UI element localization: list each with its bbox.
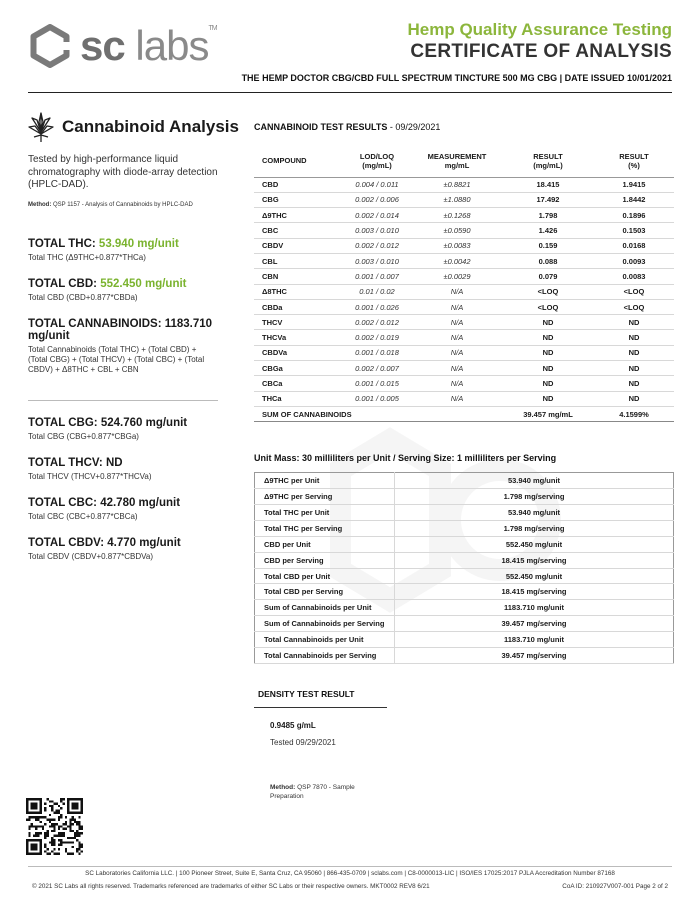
- result-mgml-cell: ND: [502, 330, 594, 345]
- logo-wordmark: [80, 22, 217, 69]
- serving-value: 53.940 mg/unit: [395, 473, 674, 489]
- total-thcv-label: TOTAL THCV: ND: [28, 456, 123, 469]
- table-row: [254, 345, 674, 360]
- serving-key: Total CBD per Unit: [255, 568, 395, 584]
- result-mgml-cell: ND: [502, 391, 594, 406]
- sum-label: SUM OF CANNABINOIDS: [254, 406, 502, 421]
- lod-loq-cell: 0.003 / 0.010: [342, 223, 412, 238]
- analysis-description: Tested by high-performance liquid chromatography with diode-array detection (HPLC-DAD).: [28, 154, 218, 190]
- table-row: [254, 177, 674, 192]
- analysis-method-label: Method:: [28, 201, 52, 208]
- density-value: 0.9485 g/mL: [270, 721, 316, 730]
- compound-cell: CBC: [254, 223, 342, 238]
- table-row: [255, 552, 674, 568]
- serving-value: 552.450 mg/unit: [395, 568, 674, 584]
- measurement-cell: N/A: [412, 284, 502, 299]
- table-row: [254, 238, 674, 253]
- lod-loq-cell: 0.01 / 0.02: [342, 284, 412, 299]
- result-mgml-cell: 1.798: [502, 208, 594, 223]
- compound-cell: THCV: [254, 315, 342, 330]
- measurement-cell: ±0.0590: [412, 223, 502, 238]
- header-title-line1: Hemp Quality Assurance Testing: [407, 20, 672, 39]
- compound-cell: CBG: [254, 192, 342, 207]
- table-row: [254, 330, 674, 345]
- lod-loq-cell: 0.002 / 0.006: [342, 192, 412, 207]
- cannabinoid-analysis-panel: [28, 112, 243, 562]
- serving-table: [254, 472, 674, 664]
- total-thcv: [28, 457, 243, 482]
- lod-loq-cell: 0.001 / 0.005: [342, 391, 412, 406]
- sum-row: [254, 406, 674, 421]
- serving-key: CBD per Serving: [255, 552, 395, 568]
- sum-mgml: 39.457 mg/mL: [502, 406, 594, 421]
- measurement-cell: N/A: [412, 391, 502, 406]
- col-result-mgml: RESULT (mg/mL): [502, 147, 594, 177]
- footer-address: SC Laboratories California LLC. | 100 Pioneer Street, Suite E, Santa Cruz, CA 95060 | 866-435-0709 | sclabs.com | C8-0000013-LIC | ISO/IES 17025:2017 PJLA Accreditation Number 87168: [85, 870, 615, 877]
- header-divider: [28, 92, 672, 93]
- analysis-title: Cannabinoid Analysis: [62, 117, 239, 136]
- lod-loq-cell: 0.002 / 0.007: [342, 361, 412, 376]
- table-row: [254, 223, 674, 238]
- serving-value: 1183.710 mg/unit: [395, 632, 674, 648]
- measurement-cell: N/A: [412, 299, 502, 314]
- compound-cell: CBDa: [254, 299, 342, 314]
- total-thc-value: 53.940 mg/unit: [98, 237, 179, 250]
- lod-loq-cell: 0.001 / 0.018: [342, 345, 412, 360]
- result-mgml-cell: ND: [502, 345, 594, 360]
- result-mgml-cell: 0.079: [502, 269, 594, 284]
- logo-text-sc: sc: [80, 22, 125, 69]
- header-title-line2: CERTIFICATE OF ANALYSIS: [410, 41, 672, 62]
- lod-loq-cell: 0.001 / 0.015: [342, 376, 412, 391]
- total-thc-formula: Total THC (Δ9THC+0.877*THCa): [28, 252, 146, 262]
- compound-cell: CBL: [254, 253, 342, 268]
- total-cbc-formula: Total CBC (CBC+0.877*CBCa): [28, 511, 138, 521]
- header: [0, 0, 700, 92]
- table-row: [255, 473, 674, 489]
- table-row: [254, 253, 674, 268]
- result-pct-cell: ND: [594, 361, 674, 376]
- compound-cell: CBN: [254, 269, 342, 284]
- compound-cell: Δ9THC: [254, 208, 342, 223]
- result-pct-cell: <LOQ: [594, 284, 674, 299]
- density-divider: [254, 707, 387, 708]
- analysis-method-text: QSP 1157 - Analysis of Cannabinoids by HPLC-DAD: [53, 201, 193, 208]
- result-pct-cell: 0.0093: [594, 253, 674, 268]
- density-method-text: QSP 7870 - Sample Preparation: [270, 784, 355, 800]
- results-title-text: CANNABINOID TEST RESULTS: [254, 122, 388, 132]
- lod-loq-cell: 0.002 / 0.012: [342, 315, 412, 330]
- results-panel: [254, 122, 674, 664]
- serving-key: CBD per Unit: [255, 536, 395, 552]
- qr-code-icon[interactable]: [26, 798, 83, 855]
- compound-cell: CBDVa: [254, 345, 342, 360]
- total-cannabinoids-formula: Total Cannabinoids (Total THC) + (Total CBD) + (Total CBG) + (Total THCV) + (Total CBC) + (Total CBDV) + Δ8THC + CBL + CBN: [28, 344, 205, 374]
- serving-key: Total CBD per Serving: [255, 584, 395, 600]
- result-mgml-cell: 18.415: [502, 177, 594, 192]
- table-row: [255, 520, 674, 536]
- measurement-cell: ±0.0083: [412, 238, 502, 253]
- result-pct-cell: ND: [594, 391, 674, 406]
- result-pct-cell: 0.0168: [594, 238, 674, 253]
- compound-cell: THCVa: [254, 330, 342, 345]
- serving-value: 1.798 mg/serving: [395, 489, 674, 505]
- total-cbg-label: TOTAL CBG: 524.760 mg/unit: [28, 416, 188, 429]
- col-result-pct: RESULT (%): [594, 147, 674, 177]
- total-thc: [28, 238, 243, 263]
- table-row: [254, 269, 674, 284]
- serving-key: Total THC per Unit: [255, 505, 395, 521]
- compound-cell: CBCa: [254, 376, 342, 391]
- serving-key: Sum of Cannabinoids per Unit: [255, 600, 395, 616]
- results-body: [254, 177, 674, 422]
- result-pct-cell: 1.9415: [594, 177, 674, 192]
- header-subtitle: THE HEMP DOCTOR CBG/CBD FULL SPECTRUM TINCTURE 500 MG CBG | DATE ISSUED 10/01/2021: [241, 73, 672, 83]
- table-row: [254, 208, 674, 223]
- total-cbd-value: 552.450 mg/unit: [100, 277, 187, 290]
- result-mgml-cell: <LOQ: [502, 284, 594, 299]
- results-date: - 09/29/2021: [387, 122, 441, 132]
- result-mgml-cell: <LOQ: [502, 299, 594, 314]
- cannabis-leaf-icon: [28, 112, 54, 142]
- serving-key: Total Cannabinoids per Unit: [255, 632, 395, 648]
- result-mgml-cell: 0.159: [502, 238, 594, 253]
- measurement-cell: ±0.0042: [412, 253, 502, 268]
- total-cbdv: [28, 537, 243, 562]
- result-mgml-cell: 1.426: [502, 223, 594, 238]
- result-mgml-cell: 0.088: [502, 253, 594, 268]
- result-pct-cell: <LOQ: [594, 299, 674, 314]
- total-cbd-formula: Total CBD (CBD+0.877*CBDa): [28, 292, 138, 302]
- cannabinoid-results-table: [254, 147, 674, 422]
- compound-cell: CBD: [254, 177, 342, 192]
- total-thcv-formula: Total THCV (THCV+0.877*THCVa): [28, 471, 152, 481]
- density-tested-date: Tested 09/29/2021: [270, 738, 336, 747]
- measurement-cell: ±1.0880: [412, 192, 502, 207]
- result-pct-cell: 0.1503: [594, 223, 674, 238]
- result-pct-cell: ND: [594, 376, 674, 391]
- sc-labs-ring-logo-icon: [28, 24, 72, 68]
- total-cbg-formula: Total CBG (CBG+0.877*CBGa): [28, 431, 139, 441]
- total-thc-label: TOTAL THC:: [28, 237, 99, 250]
- serving-key: Total THC per Serving: [255, 520, 395, 536]
- serving-value: 18.415 mg/serving: [395, 584, 674, 600]
- logo-trademark: TM: [208, 25, 217, 32]
- compound-cell: CBGa: [254, 361, 342, 376]
- footer-legal: [32, 883, 668, 890]
- result-mgml-cell: 17.492: [502, 192, 594, 207]
- footer-copyright: © 2021 SC Labs all rights reserved. Trademarks referenced are trademarks of either SC Labs or their respective owners. MKT0002 REV8 6/21: [32, 883, 430, 890]
- col-measurement: MEASUREMENT mg/mL: [412, 147, 502, 177]
- density-title: DENSITY TEST RESULT: [258, 689, 355, 699]
- serving-value: 53.940 mg/unit: [395, 505, 674, 521]
- lod-loq-cell: 0.002 / 0.014: [342, 208, 412, 223]
- results-header-row: [254, 147, 674, 177]
- serving-key: Δ9THC per Serving: [255, 489, 395, 505]
- table-row: [255, 648, 674, 664]
- total-cannabinoids-label: TOTAL CANNABINOIDS: 1183.710 mg/unit: [28, 317, 213, 342]
- measurement-cell: N/A: [412, 315, 502, 330]
- measurement-cell: N/A: [412, 330, 502, 345]
- result-mgml-cell: ND: [502, 315, 594, 330]
- compound-cell: THCa: [254, 391, 342, 406]
- total-cbdv-label: TOTAL CBDV: 4.770 mg/unit: [28, 536, 181, 549]
- table-row: [255, 616, 674, 632]
- result-pct-cell: 1.8442: [594, 192, 674, 207]
- logo-text-labs: labs: [135, 22, 209, 69]
- density-panel: [254, 689, 387, 802]
- lod-loq-cell: 0.003 / 0.010: [342, 253, 412, 268]
- table-row: [254, 376, 674, 391]
- table-row: [255, 584, 674, 600]
- table-row: [255, 489, 674, 505]
- serving-key: Δ9THC per Unit: [255, 473, 395, 489]
- serving-value: 1183.710 mg/unit: [395, 600, 674, 616]
- measurement-cell: ±0.8821: [412, 177, 502, 192]
- density-method: [254, 784, 387, 802]
- col-lod-loq: LOD/LOQ (mg/mL): [342, 147, 412, 177]
- result-pct-cell: ND: [594, 315, 674, 330]
- serving-value: 18.415 mg/serving: [395, 552, 674, 568]
- table-row: [255, 632, 674, 648]
- sum-pct: 4.1599%: [594, 406, 674, 421]
- total-cbd: [28, 278, 243, 303]
- footer-coa-id: CoA ID: 210927V007-001 Page 2 of 2: [562, 883, 668, 890]
- total-cbdv-formula: Total CBDV (CBDV+0.877*CBDVa): [28, 551, 154, 561]
- result-mgml-cell: ND: [502, 376, 594, 391]
- density-method-label: Method:: [270, 784, 296, 791]
- results-title: [254, 122, 674, 132]
- serving-value: 1.798 mg/serving: [395, 520, 674, 536]
- lod-loq-cell: 0.004 / 0.011: [342, 177, 412, 192]
- table-row: [255, 505, 674, 521]
- table-row: [254, 315, 674, 330]
- left-divider: [28, 400, 218, 401]
- serving-value: 39.457 mg/serving: [395, 616, 674, 632]
- lod-loq-cell: 0.002 / 0.019: [342, 330, 412, 345]
- result-pct-cell: 0.1896: [594, 208, 674, 223]
- table-row: [255, 536, 674, 552]
- lod-loq-cell: 0.001 / 0.007: [342, 269, 412, 284]
- serving-key: Total Cannabinoids per Serving: [255, 648, 395, 664]
- col-compound: COMPOUND: [254, 147, 342, 177]
- table-row: [254, 284, 674, 299]
- lod-loq-cell: 0.001 / 0.026: [342, 299, 412, 314]
- compound-cell: Δ8THC: [254, 284, 342, 299]
- unit-mass-text: Unit Mass: 30 milliliters per Unit / Serving Size: 1 milliliters per Serving: [254, 453, 557, 464]
- measurement-cell: ±0.1268: [412, 208, 502, 223]
- total-cbc: [28, 497, 243, 522]
- serving-value: 552.450 mg/unit: [395, 536, 674, 552]
- table-row: [254, 299, 674, 314]
- result-pct-cell: ND: [594, 330, 674, 345]
- footer-divider: [28, 866, 672, 867]
- serving-body: [255, 473, 674, 664]
- result-mgml-cell: ND: [502, 361, 594, 376]
- result-pct-cell: 0.0083: [594, 269, 674, 284]
- total-cbc-label: TOTAL CBC: 42.780 mg/unit: [28, 496, 181, 509]
- table-row: [254, 361, 674, 376]
- total-cbg: [28, 417, 243, 442]
- table-row: [255, 600, 674, 616]
- lod-loq-cell: 0.002 / 0.012: [342, 238, 412, 253]
- table-row: [254, 192, 674, 207]
- serving-key: Sum of Cannabinoids per Serving: [255, 616, 395, 632]
- total-cannabinoids: [28, 318, 253, 375]
- total-cbd-label: TOTAL CBD:: [28, 277, 101, 290]
- header-titles: [242, 20, 672, 83]
- analysis-title-row: [28, 112, 243, 142]
- measurement-cell: N/A: [412, 361, 502, 376]
- compound-cell: CBDV: [254, 238, 342, 253]
- measurement-cell: N/A: [412, 376, 502, 391]
- serving-value: 39.457 mg/serving: [395, 648, 674, 664]
- result-pct-cell: ND: [594, 345, 674, 360]
- measurement-cell: ±0.0029: [412, 269, 502, 284]
- table-row: [254, 391, 674, 406]
- table-row: [255, 568, 674, 584]
- measurement-cell: N/A: [412, 345, 502, 360]
- analysis-method: [28, 202, 243, 208]
- sc-labs-logo[interactable]: [28, 24, 217, 68]
